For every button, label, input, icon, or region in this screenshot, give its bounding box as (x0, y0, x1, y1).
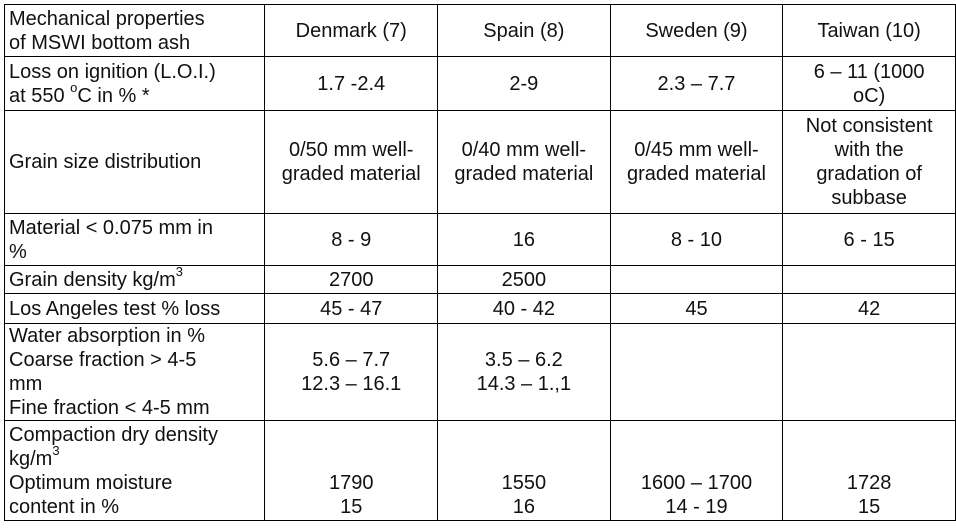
table-container (4, 4, 956, 521)
value-cell-line (787, 423, 951, 447)
value-cell-line: graded material (626, 163, 766, 185)
row-label-cell (5, 111, 265, 214)
row-label-cell-line: Grain size distribution (9, 151, 202, 173)
table-row (5, 111, 956, 214)
value-cell-line: graded material (454, 163, 594, 185)
table-row (5, 266, 956, 294)
value-cell (610, 111, 783, 214)
row-label-cell (5, 294, 265, 324)
superscript: o (70, 79, 78, 95)
column-header (783, 5, 956, 57)
value-cell-line: 15 (858, 495, 881, 518)
value-cell-line: 8 - 10 (670, 228, 723, 251)
value-cell (265, 294, 438, 324)
table-row (5, 57, 956, 111)
value-cell-line: 2500 (501, 268, 547, 291)
value-cell-line: graded material (281, 163, 421, 185)
value-cell (265, 214, 438, 266)
table-row (5, 294, 956, 324)
value-cell-line: 12.3 – 16.1 (301, 373, 402, 395)
value-cell-line: 3.5 – 6.2 (484, 349, 563, 371)
value-cell-line: 6 - 15 (843, 228, 895, 251)
row-label-cell-line: Loss on ignition (L.O.I.) (9, 60, 216, 83)
value-cell (610, 57, 783, 111)
row-label-cell-line: Optimum moisture (9, 471, 173, 494)
value-cell (610, 214, 783, 266)
row-label-cell-line: at 550 $^o$C in % * (9, 79, 150, 107)
value-cell (783, 421, 956, 521)
row-label-cell-line: Material < 0.075 mm in (9, 216, 213, 239)
value-cell-line: 6 – 11 (1000 (813, 60, 925, 83)
value-cell (438, 111, 611, 214)
value-cell (610, 324, 783, 421)
value-cell (610, 266, 783, 294)
column-header-line: Sweden (9) (645, 19, 748, 42)
value-cell-line (442, 423, 606, 447)
value-cell-line: 2700 (328, 268, 374, 291)
value-cell (438, 214, 611, 266)
value-cell-line: 14 - 19 (665, 495, 728, 518)
value-cell-line: 14.3 – 1.,1 (476, 373, 572, 395)
value-cell-line: 1790 (328, 471, 374, 494)
row-label-cell-line: Fine fraction < 4-5 mm (9, 397, 210, 419)
value-cell (783, 214, 956, 266)
superscript: 3 (52, 442, 60, 458)
value-cell (783, 111, 956, 214)
value-cell-line: subbase (831, 187, 907, 209)
value-cell (783, 324, 956, 421)
value-cell-line: 45 (685, 297, 708, 320)
value-cell-line: oC) (853, 84, 886, 107)
column-header (265, 5, 438, 57)
value-cell-line: 1550 (501, 471, 547, 494)
value-cell-line: 45 - 47 (320, 297, 383, 320)
row-label-cell-line: Coarse fraction > 4-5 (9, 349, 197, 371)
value-cell-line: 15 (340, 495, 363, 518)
table-row (5, 214, 956, 266)
column-header-line: Denmark (7) (295, 19, 407, 42)
value-cell (783, 266, 956, 294)
value-cell (438, 324, 611, 421)
column-header-line: Taiwan (10) (817, 19, 921, 42)
row-label-cell (5, 57, 265, 111)
row-label-cell (5, 214, 265, 266)
value-cell-line: 0/40 mm well- (461, 139, 587, 161)
value-cell (265, 111, 438, 214)
value-cell (265, 421, 438, 521)
value-cell-line: 2-9 (509, 72, 539, 95)
header-label-cell-line: of MSWI bottom ash (9, 31, 191, 54)
row-label-cell (5, 324, 265, 421)
value-cell (438, 294, 611, 324)
value-cell-line (442, 447, 606, 471)
value-cell-line: 16 (512, 228, 535, 251)
table-row (5, 324, 956, 421)
value-cell-line: 0/50 mm well- (288, 139, 414, 161)
header-label-cell-line: Mechanical properties (9, 7, 205, 30)
value-cell-line: 16 (512, 495, 535, 518)
mswi-properties-table (4, 4, 956, 521)
value-cell (438, 266, 611, 294)
value-cell-line: 40 - 42 (492, 297, 555, 320)
value-cell-line: 0/45 mm well- (634, 139, 759, 161)
value-cell-line: 42 (858, 297, 881, 320)
value-cell-line: 1.7 -2.4 (317, 72, 386, 95)
value-cell-line: 1728 (846, 471, 892, 494)
header-label-cell (5, 5, 265, 57)
value-cell (783, 57, 956, 111)
superscript: 3 (175, 265, 183, 279)
value-cell (438, 421, 611, 521)
value-cell (610, 421, 783, 521)
value-cell-line (269, 423, 433, 447)
header-row (5, 5, 956, 57)
value-cell-line (787, 447, 951, 471)
row-label-cell (5, 421, 265, 521)
row-label-cell-line: $kg/m^3$ (9, 442, 60, 470)
value-cell-line (615, 447, 779, 471)
table-row (5, 421, 956, 521)
row-label-cell (5, 266, 265, 294)
value-cell-line: 1600 – 1700 (640, 471, 753, 494)
value-cell-line: Not consistent (805, 115, 933, 137)
row-label-cell-line: content in % (9, 495, 120, 518)
value-cell (265, 266, 438, 294)
row-label-cell-line: mm (9, 373, 43, 395)
value-cell (265, 324, 438, 421)
value-cell-line: 8 - 9 (331, 228, 372, 251)
value-cell-line: with the (834, 139, 904, 161)
value-cell-line: gradation of (816, 163, 922, 185)
value-cell (783, 294, 956, 324)
column-header (610, 5, 783, 57)
value-cell-line: 5.6 – 7.7 (312, 349, 391, 371)
row-label-cell-line: Compaction dry density (9, 423, 218, 446)
value-cell-line: 2.3 – 7.7 (657, 72, 736, 95)
value-cell (265, 57, 438, 111)
column-header (438, 5, 611, 57)
row-label-cell-line: Water absorption in % (9, 325, 206, 347)
column-header-line: Spain (8) (483, 19, 565, 42)
row-label-cell-line: % (9, 240, 27, 263)
value-cell (438, 57, 611, 111)
value-cell-line (269, 447, 433, 471)
row-label-cell-line: Grain density $kg/m^3$ (9, 265, 183, 291)
value-cell (610, 294, 783, 324)
value-cell-line (615, 423, 779, 447)
row-label-cell-line: Los Angeles test % loss (9, 297, 221, 320)
